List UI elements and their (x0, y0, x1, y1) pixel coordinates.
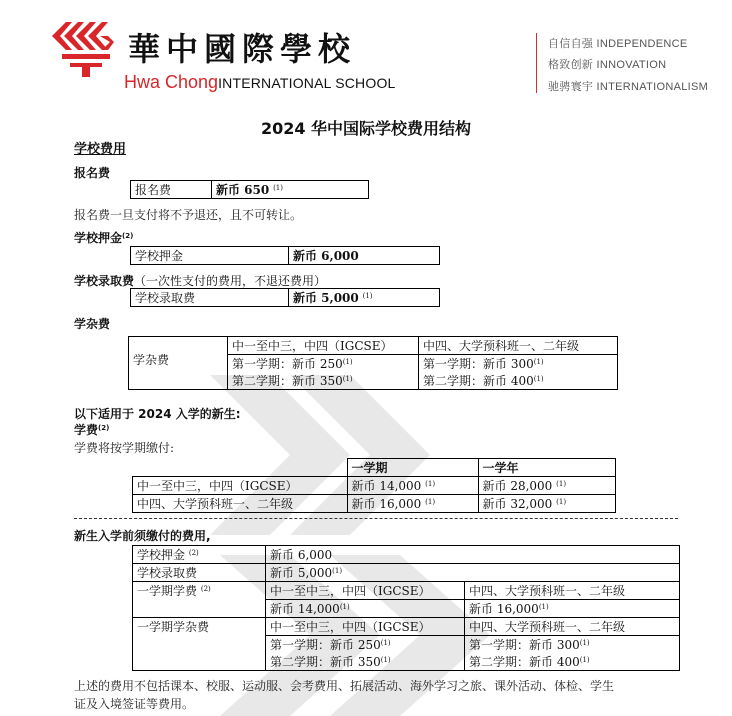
misc-fee-table (128, 336, 618, 390)
tuition-heading: 学费$^{(2)}$ (74, 423, 110, 437)
application-fee-remark: 报名费一旦支付将不予退还，且不可转让。 (74, 208, 303, 222)
pre-misc-group2-header: 中四、大学预科班一、二年级 (465, 618, 680, 636)
application-fee-value: 新币 650 $^{(1)}$ (212, 181, 369, 199)
pre-enrolment-table (132, 545, 680, 671)
misc-fee-label: 学杂费 (129, 337, 228, 390)
pre-term-fee-g2: 新币 16,000$^{(1)}$ (465, 600, 680, 618)
page-title: 2024 华中国际学校费用结构 (260, 119, 472, 138)
pre-term-fee-label: 一学期学费 $^{(2)}$ (133, 582, 266, 600)
application-fee-heading: 报名费 (74, 166, 111, 180)
acceptance-heading: 学校录取费（一次性支付的费用，不退还费用） (74, 274, 327, 288)
pre-misc-g1-term2: 第二学期：新币 350$^{(1)}$ (266, 653, 465, 671)
misc-col2-term2: 第二学期：新币 400$^{(1)}$ (419, 372, 618, 390)
pre-deposit-label: 学校押金 $^{(2)}$ (133, 546, 266, 564)
acceptance-label: 学校录取费 (131, 289, 289, 307)
misc-col2-header: 中四、大学预科班一、二年级 (419, 337, 618, 355)
deposit-value: 新币 6,000 (289, 247, 440, 265)
logo-chinese-name: 華中國際學校 (128, 30, 357, 68)
misc-col1-header: 中一至中三，中四（IGCSE） (228, 337, 419, 355)
pre-misc-g2-term2: 第二学期：新币 400$^{(1)}$ (465, 653, 680, 671)
new-students-heading: 以下适用于 2024 入学的新生: (74, 407, 241, 421)
pre-deposit-value: 新币 6,000 (266, 546, 680, 564)
pre-term-fee-g1: 新币 14,000$^{(1)}$ (266, 600, 465, 618)
footer-note-line1: 上述的费用不包括课本、校服、运动服、会考费用、拓展活动、海外学习之旅、课外活动、体检、学生 (74, 679, 615, 693)
tuition-row1-year: 新币 28,000 $^{(1)}$ (478, 477, 615, 495)
motto-2: 格致创新 INNOVATION (548, 59, 667, 71)
misc-col2-term1: 第一学期：新币 300$^{(1)}$ (419, 355, 618, 373)
tuition-row2-year: 新币 32,000 $^{(1)}$ (478, 495, 615, 513)
motto-3: 驰骋寰宇 INTERNATIONALISM (548, 81, 709, 93)
tuition-note: 学费将按学期缴付: (74, 441, 175, 455)
tuition-row2-term: 新币 16,000 $^{(1)}$ (347, 495, 478, 513)
pre-enrolment-heading: 新生入学前须缴付的费用, (74, 529, 211, 543)
pre-misc-group1-header: 中一至中三，中四（IGCSE） (266, 618, 465, 636)
application-fee-label: 报名费 (131, 181, 212, 199)
school-fees-heading: 学校费用 (74, 142, 127, 157)
acceptance-table (130, 288, 440, 307)
deposit-label: 学校押金 (131, 247, 289, 265)
pre-misc-label: 一学期学杂费 (133, 618, 266, 636)
misc-fee-heading: 学杂费 (74, 317, 111, 331)
logo-english-name (124, 72, 396, 93)
pre-group1-header: 中一至中三，中四（IGCSE） (266, 582, 465, 600)
tuition-row2-label: 中四、大学预科班一、二年级 (133, 495, 348, 513)
tuition-row1-label: 中一至中三，中四（IGCSE） (133, 477, 348, 495)
misc-col1-term2: 第二学期：新币 350$^{(1)}$ (228, 372, 419, 390)
logo-english-red: Hwa Chong (124, 72, 219, 92)
motto-1: 自信自强 INDEPENDENCE (548, 38, 688, 50)
pre-acceptance-label: 学校录取费 (133, 564, 266, 582)
logo-english-rest: INTERNATIONAL SCHOOL (218, 75, 396, 91)
school-logo-icon (52, 22, 118, 78)
deposit-table (130, 246, 440, 265)
tuition-col-term: 一学期 (347, 459, 478, 477)
tuition-row1-term: 新币 14,000 $^{(1)}$ (347, 477, 478, 495)
section-divider (74, 518, 678, 519)
tuition-col-year: 一学年 (478, 459, 615, 477)
misc-col1-term1: 第一学期：新币 250$^{(1)}$ (228, 355, 419, 373)
pre-acceptance-value: 新币 5,000$^{(1)}$ (266, 564, 680, 582)
tuition-table (132, 458, 616, 513)
footer-note-line2: 证及入境签证等费用。 (74, 697, 195, 711)
acceptance-value: 新币 5,000 $^{(1)}$ (289, 289, 440, 307)
pre-misc-g2-term1: 第一学期：新币 300$^{(1)}$ (465, 636, 680, 654)
header-divider (536, 33, 537, 93)
pre-misc-g1-term1: 第一学期：新币 250$^{(1)}$ (266, 636, 465, 654)
deposit-heading: 学校押金$^{(2)}$ (74, 231, 134, 245)
application-fee-table (130, 180, 369, 199)
pre-group2-header: 中四、大学预科班一、二年级 (465, 582, 680, 600)
